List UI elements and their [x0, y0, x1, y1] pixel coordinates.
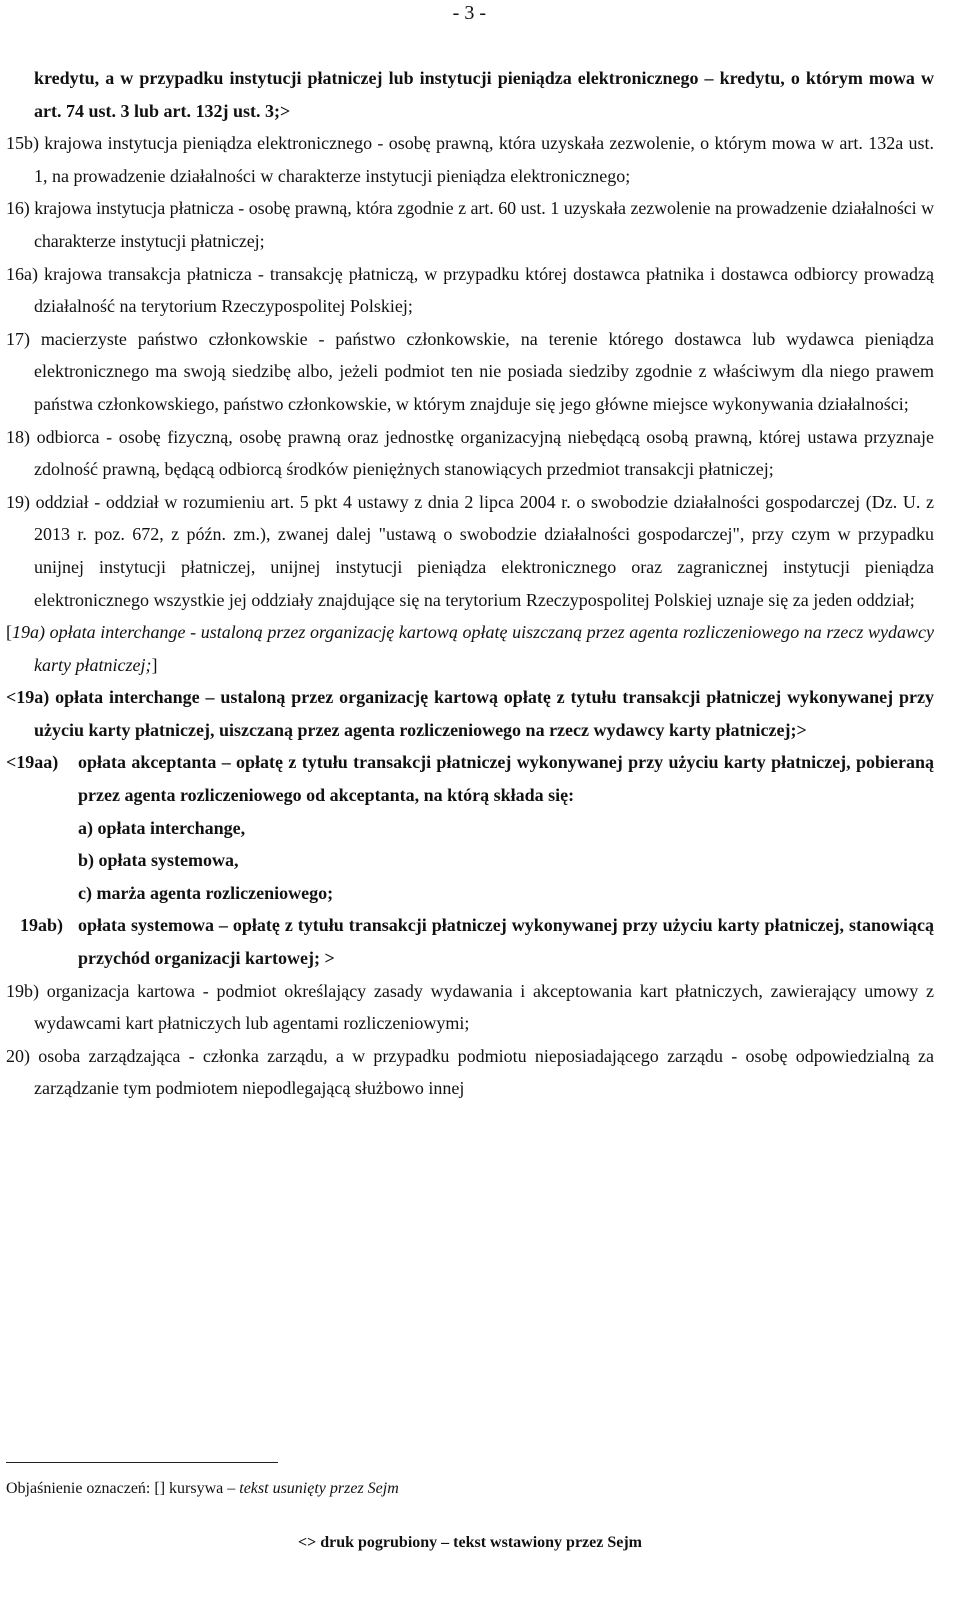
definition-text: opłata systemowa – opłatę z tytułu transakcji płatniczej wykonywanej przy użyciu karty płatniczej, stanowiącą przychód organizacji kartowej; >: [78, 915, 934, 969]
bracket-open: [: [6, 622, 12, 643]
definition-label: 19ab): [20, 915, 64, 936]
definition-19ab: [6, 909, 934, 974]
definition-16a: 16a) krajowa transakcja płatnicza - transakcję płatniczą, w przypadku której dostawca płatnika i dostawca odbiorcy prowadzą działalność na terytorium Rzeczypospolitej Polskiej;: [6, 263, 934, 317]
definition-19aa-items: [6, 812, 934, 910]
definition-20: 20) osoba zarządzająca - członka zarządu, a w przypadku podmiotu nieposiadającego zarządu - osobę odpowiedzialną za zarządzanie tym podmiotem niepodlegającą służbowo innej: [6, 1045, 934, 1099]
definition-19a-deleted: [6, 616, 934, 681]
paragraph-credit-continuation: [6, 62, 934, 127]
definition-19aa: [6, 746, 934, 811]
legend-label: Objaśnienie oznaczeń:: [6, 1480, 151, 1497]
definition-19b: 19b) organizacja kartowa - podmiot określający zasady wydawania i akceptowania kart płatniczych, zawierający umowy z wydawcami kart płatniczych lub agentami rozliczeniowymi;: [6, 980, 934, 1034]
document-body: [6, 62, 934, 1105]
page-number: - 3 -: [452, 2, 486, 24]
footnote-divider: [6, 1462, 278, 1463]
paragraph-text: kredytu, a w przypadku instytucji płatniczej lub instytucji pieniądza elektronicznego – kredytu, o którym mowa w art. 74 ust. 3 lub art. 132j ust. 3;>: [34, 68, 934, 121]
definition-text: opłata akceptanta – opłatę z tytułu transakcji płatniczej wykonywanej przy użyciu karty płatniczej, pobieraną przez agenta rozliczeniowego od akceptanta, na którą składa się:: [78, 752, 934, 806]
definition-19a-inserted: <19a) opłata interchange – ustaloną przez organizację kartową opłatę z tytułu transakcji płatniczej wykonywanej przy użyciu karty płatniczej, uiszczaną przez agenta rozliczeniowego na rzecz wydawcy karty płatniczej;>: [6, 687, 934, 740]
legend-kursywa: [] kursywa: [154, 1480, 224, 1497]
definition-16: 16) krajowa instytucja płatnicza - osobę prawną, która zgodnie z art. 60 ust. 1 uzyskała zezwolenie na prowadzenie działalności w charakterze instytucji płatniczej;: [6, 198, 934, 251]
list-item: b) opłata systemowa,: [78, 850, 239, 871]
definition-18: 18) odbiorca - osobę fizyczną, osobę prawną oraz jednostkę organizacyjną niebędącą osobą prawną, której ustawa przyznaje zdolność prawną, będącą odbiorcą środków pieniężnych stanowiących przedmiot transakcji płatniczej;: [6, 426, 934, 480]
list-item: a) opłata interchange,: [78, 817, 246, 838]
legend-bold-note: <> druk pogrubiony – tekst wstawiony przez Sejm: [297, 1534, 643, 1551]
legend: [6, 1477, 934, 1501]
deleted-label: 19a): [12, 622, 45, 643]
legend-dash: –: [227, 1480, 236, 1497]
definition-15b: 15b) krajowa instytucja pieniądza elektronicznego - osobę prawną, która uzyskała zezwolenie, o którym mowa w art. 132a ust. 1, na prowadzenie działalności w charakterze instytucji pieniądza elektronicznego;: [6, 133, 934, 186]
bracket-close: ]: [151, 654, 158, 675]
definition-19: 19) oddział - oddział w rozumieniu art. 5 pkt 4 ustawy z dnia 2 lipca 2004 r. o swobodzie działalności gospodarczej (Dz. U. z 2013 r. poz. 672, z późn. zm.), zwanej dalej "ustawą o swobodzie działalności gospodarczej", przy czym w przypadku unijnej instytucji płatniczej, unijnej instytucji pieniądza elektronicznego oraz zagranicznej instytucji pieniądza elektronicznego wszystkie jej oddziały znajdujące się na terytorium Rzeczypospolitej Polskiej uznaje się za jeden oddział;: [6, 491, 934, 610]
deleted-text: opłata interchange - ustaloną przez organizację kartową opłatę uiszczaną przez agenta rozliczeniowego na rzecz wydawcy karty płatniczej;: [34, 622, 934, 675]
legend-deleted: tekst usunięty przez Sejm: [239, 1480, 399, 1497]
definition-label: <19aa): [6, 752, 59, 773]
list-item: c) marża agenta rozliczeniowego;: [78, 882, 334, 903]
definition-17: 17) macierzyste państwo członkowskie - państwo członkowskie, na terenie którego dostawca lub wydawca pieniądza elektronicznego ma swoją siedzibę albo, jeżeli podmiot ten nie posiada siedziby zgodnie z właściwym dla niego prawem państwa członkowskiego, państwo członkowskie, w którym znajduje się jego główne miejsce wykonywania działalności;: [6, 328, 934, 414]
